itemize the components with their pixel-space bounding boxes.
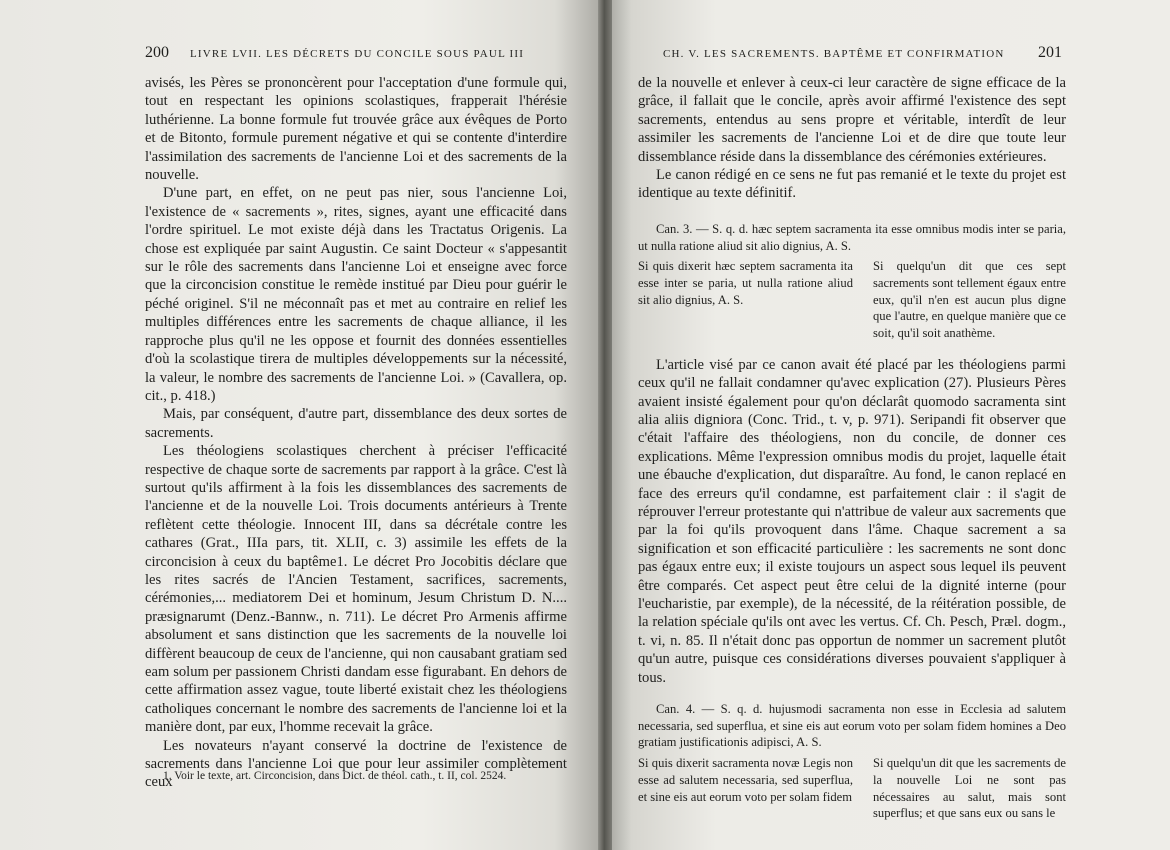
canon-latin: Can. 3. — S. q. d. hæc septem sacramenta ita esse omnibus modis inter se paria, ut nulla ratione aliud sit alio dignius, A. S. bbox=[638, 221, 1066, 253]
page-number: 201 bbox=[1038, 44, 1062, 61]
canon-3 bbox=[638, 221, 1066, 342]
running-head: CH. V. LES SACREMENTS. BAPTÊME ET CONFIRMATION bbox=[663, 48, 1005, 60]
paragraph: Les théologiens scolastiques cherchent à préciser l'efficacité respective de chaque sorte de sacrements par rapport à la grâce. C'est là surtout qu'ils affirment à la fois les dissemblances des sacrements de l'ancienne et de la nouvelle Loi. Trois documents antérieurs à Trente reflètent cette théologie. Innocent III, dans sa décrétale contre les cathares (Grat., IIIa pars, tit. XLII, c. 3) assimile les effets de la circoncision à ceux du baptême1. Le décret Pro Jocobitis déclare que les rites sacrés de l'Ancien Testament, sacrifices, sacrements, cérémonies,... mediatorem Dei et hominum, Jesum Christum D. N.... præsignarumt (Denz.-Bannw., n. 711). Le décret Pro Armenis affirme absolument et sans distinction que les sacrements de la nouvelle loi diffèrent beaucoup de ceux de l'ancienne, qui non causabant gratiam sed eam solum per passionem Christi dandam esse figurabant. En dehors de cette affirmation assez vague, toute liberté existait chez les théologiens catholiques concernant le nombre des sacrements de l'ancienne loi et la manière dont, par eux, l'homme recevait la grâce. bbox=[145, 443, 567, 736]
canon-latin-column: Si quis dixerit hæc septem sacramenta ita esse inter se paria, ut nulla ratione aliud sit alio dignius, A. S. bbox=[638, 259, 853, 307]
paragraph: de la nouvelle et enlever à ceux-ci leur caractère de signe efficace de la grâce, il fallait que le concile, après avoir affirmé l'existence des sept sacrements, entendus au sens propre et véritable, interdît de leur assimiler les sacrements de l'ancienne Loi et de dire que toute leur dissemblance réside dans la dissemblance des cérémonies extérieures. bbox=[638, 75, 1066, 165]
canon-4 bbox=[638, 701, 1066, 822]
canon-latin: Can. 4. — S. q. d. hujusmodi sacramenta non esse in Ecclesia ad salutem necessaria, sed superflua, et sine eis aut eorum voto per solam fidem homines a Deo gratiam justificationis adipisci, A. S. bbox=[638, 702, 1066, 750]
right-page bbox=[603, 0, 1170, 850]
paragraph: Mais, par conséquent, d'autre part, dissemblance des deux sortes de sacrements. bbox=[145, 406, 567, 441]
book-gutter bbox=[598, 0, 612, 850]
paragraph: D'une part, en effet, on ne peut pas nier, sous l'ancienne Loi, l'existence de « sacrements », rites, signes, ayant une efficacité dans l'ordre spirituel. Le mot existe déjà dans les Tractatus Origenis. La chose est expliquée par saint Augustin. Ce saint Docteur « s'appesantit sur le rôle des sacrements dans l'ancienne Loi et enseigne avec force que la circoncision constitue le remède institué par Dieu pour guérir le péché originel. S'il ne méconnaît pas et met au contraire en relief les multiples différences entre les sacrements de chaque alliance, il les rapproche plus qu'il ne les oppose et fournit des données essentielles d'où la scolastique tirera de multiples développements sur la nécessité, la valeur, le nombre des sacrements de l'ancienne Loi. » (Cavallera, op. cit., p. 418.) bbox=[145, 185, 567, 404]
running-head: LIVRE LVII. LES DÉCRETS DU CONCILE SOUS PAUL III bbox=[190, 48, 525, 60]
left-text-column bbox=[145, 74, 567, 792]
canon-french-column: Si quelqu'un dit que ces sept sacrements sont tellement égaux entre eux, qu'il n'en est aucun plus digne que l'autre, en quelque manière que ce soit, qu'il soit anathème. bbox=[873, 259, 1066, 341]
paragraph: avisés, les Pères se prononcèrent pour l'acceptation d'une formule qui, tout en respectant les opinions scolastiques, frapperait l'hérésie luthérienne. La bonne formule fut trouvée grâce aux évêques de Porto et de Bitonto, formule purement négative et qui se contente d'interdire l'assimilation des sacrements de l'ancienne Loi et des sacrements de la nouvelle. bbox=[145, 75, 567, 184]
page-number: 200 bbox=[145, 44, 169, 61]
canon-latin-column: Si quis dixerit sacramenta novæ Legis non esse ad salutem necessaria, sed superflua, et sine eis aut eorum voto per solam fidem bbox=[638, 756, 853, 804]
paragraph: L'article visé par ce canon avait été placé par les théologiens parmi ceux qu'il ne fallait condamner qu'avec explication (27). Plusieurs Pères avaient insisté également pour qu'on déclarât quomodo sacramenta sint alia aliis digniora (Conc. Trid., t. v, p. 971). Seripandi fit observer que c'était l'affaire des théologiens, non du concile, de donner ces explications. Même l'expression omnibus modis du projet, laquelle était une ébauche d'explication, dut disparaître. Au fond, le canon replacé en face des erreurs qu'il condamne, est parfaitement clair : il s'agit de réprouver l'erreur protestante qui n'attribue de valeur aux sacrements que par la foi qu'ils provoquent dans l'âme. Chaque sacrement a sa signification et son efficacité particulière : les sacrements ne sont donc pas égaux entre eux; il existe toujours un aspect sous lequel ils peuvent être comparés. Cet aspect peut être celui de la dignité interne (pour l'eucharistie, par exemple), de la nécessité, de la réitération possible, de la relation spéciale qu'ils ont avec les vertus. Cf. Ch. Pesch, Præl. dogm., t. vi, n. 85. Il n'était donc pas opportun de nommer un sacrement plutôt qu'un autre, puisque ces considérations diverses pouvaient s'appliquer à tous. bbox=[638, 356, 1066, 686]
right-text-column bbox=[638, 74, 1066, 822]
paragraph: Les novateurs n'ayant conservé la doctrine de l'existence de sacrements dans l'ancienne Loi que pour leur assimiler complètement ceux bbox=[145, 737, 567, 791]
paragraph: Le canon rédigé en ce sens ne fut pas remanié et le texte du projet est identique au texte définitif. bbox=[638, 167, 1066, 202]
canon-french-column: Si quelqu'un dit que les sacrements de la nouvelle Loi ne sont pas nécessaires au salut, mais sont superflus; et que sans eux ou sans le bbox=[873, 756, 1066, 821]
footnote: 1. Voir le texte, art. Circoncision, dans Dict. de théol. cath., t. II, col. 2524. bbox=[163, 770, 507, 782]
